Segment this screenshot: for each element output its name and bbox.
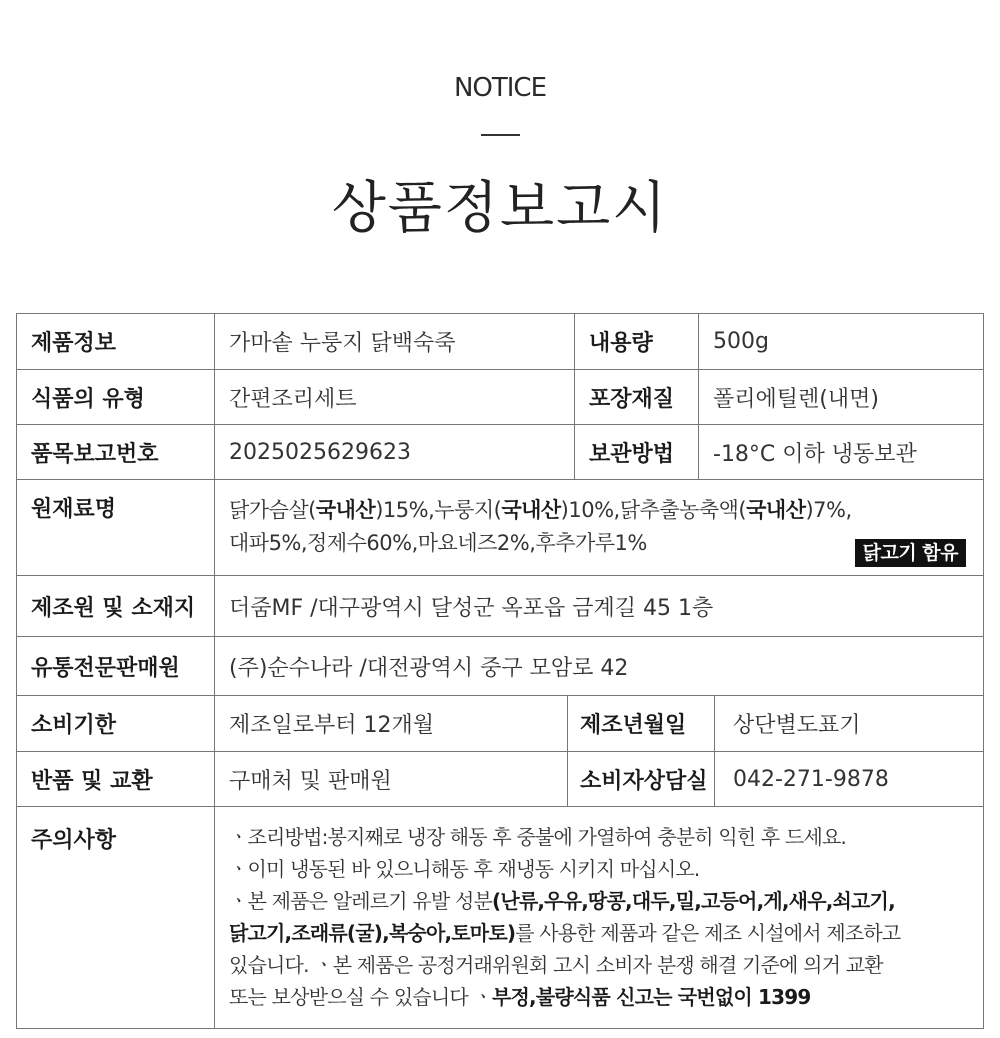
ingredient-text: )7%, xyxy=(805,498,852,522)
ingredient-text: )15%,누룽지( xyxy=(375,498,502,522)
table-row xyxy=(17,807,983,1028)
allergen-badge: 닭고기 함유 xyxy=(855,539,966,567)
origin-bold: 국내산 xyxy=(501,498,561,522)
caution-line xyxy=(229,917,975,949)
table-row xyxy=(17,370,983,425)
volume-label: 내용량 xyxy=(574,314,698,369)
ingredients-value xyxy=(214,480,983,575)
distributor-value: (주)순수나라 /대전광역시 중구 모암로 42 xyxy=(214,637,983,695)
distributor-label: 유통전문판매원 xyxy=(31,655,180,681)
ingredients-line-1 xyxy=(229,494,969,527)
packaging-value: 폴리에틸렌(내면) xyxy=(698,370,983,424)
returns-value: 구매처 및 판매원 xyxy=(214,752,567,806)
allergen-list-bold: (난류,우유,땅콩,대두,밀,고등어,게,새우,쇠고기, xyxy=(492,889,895,913)
ingredients-label: 원재료명 xyxy=(31,497,117,522)
table-row xyxy=(17,576,983,637)
food-type-label: 식품의 유형 xyxy=(31,386,145,412)
ingredient-text: )10%,닭추출농축액( xyxy=(560,498,747,522)
expiry-label: 소비기한 xyxy=(31,713,117,738)
manufacturer-label: 제조원 및 소재지 xyxy=(31,595,196,621)
table-row xyxy=(17,480,983,576)
storage-label: 보관방법 xyxy=(574,425,698,479)
caution-text-normal: 를 사용한 제품과 같은 제조 시설에서 제조하고 xyxy=(515,921,901,945)
caution-line: 있습니다. ㆍ본 제품은 공정거래위원회 고시 소비자 분쟁 해결 기준에 의거 교환 xyxy=(229,953,883,977)
origin-bold: 국내산 xyxy=(315,498,376,522)
mfg-date-label: 제조년월일 xyxy=(567,696,714,751)
table-row xyxy=(17,314,983,370)
caution-line xyxy=(229,981,975,1013)
manufacturer-value: 더줌MF /대구광역시 달성군 옥포읍 금계길 45 1층 xyxy=(214,576,983,636)
origin-bold: 국내산 xyxy=(746,498,806,522)
consult-label: 소비자상담실 xyxy=(567,752,714,806)
caution-text-normal: ㆍ본 제품은 알레르기 유발 성분 xyxy=(229,889,492,913)
notice-heading: NOTICE xyxy=(453,73,547,103)
report-number-label: 품목보고번호 xyxy=(31,441,159,467)
allergen-list-bold: 닭고기,조래류(굴),복숭아,토마토) xyxy=(229,921,516,945)
product-info-label: 제품정보 xyxy=(31,331,117,356)
table-row xyxy=(17,637,983,696)
caution-line: ㆍ이미 냉동된 바 있으니해동 후 재냉동 시키지 마십시오. xyxy=(229,857,700,881)
ingredient-text: 닭가슴살( xyxy=(229,498,316,522)
report-hotline-bold: 부정,불량식품 신고는 국번없이 1399 xyxy=(492,985,811,1009)
table-row xyxy=(17,752,983,807)
mfg-date-value: 상단별도표기 xyxy=(714,696,983,751)
table-row xyxy=(17,696,983,752)
returns-label: 반품 및 교환 xyxy=(31,768,153,794)
packaging-label: 포장재질 xyxy=(574,370,698,424)
title-divider xyxy=(481,134,520,136)
caution-line xyxy=(229,885,975,917)
product-info-table xyxy=(16,313,984,1029)
food-type-value: 간편조리세트 xyxy=(214,370,574,424)
consult-phone: 042-271-9878 xyxy=(714,752,983,806)
expiry-value: 제조일로부터 12개월 xyxy=(214,696,567,751)
page-title: 상품정보고시 xyxy=(331,176,669,241)
volume-value: 500g xyxy=(698,314,983,369)
report-number-value: 2025025629623 xyxy=(214,425,574,479)
caution-label: 주의사항 xyxy=(31,828,117,853)
table-row xyxy=(17,425,983,480)
caution-text xyxy=(214,807,983,1028)
caution-line: ㆍ조리방법:봉지째로 냉장 해동 후 중불에 가열하여 충분히 익힌 후 드세요. xyxy=(229,825,847,849)
product-info-value: 가마솥 누룽지 닭백숙죽 xyxy=(214,314,574,369)
ingredients-line-2: 대파5%,정제수60%,마요네즈2%,후추가루1% xyxy=(229,531,647,555)
caution-text-normal: 또는 보상받으실 수 있습니다 ㆍ xyxy=(229,985,492,1009)
storage-value: -18°C 이하 냉동보관 xyxy=(698,425,983,479)
